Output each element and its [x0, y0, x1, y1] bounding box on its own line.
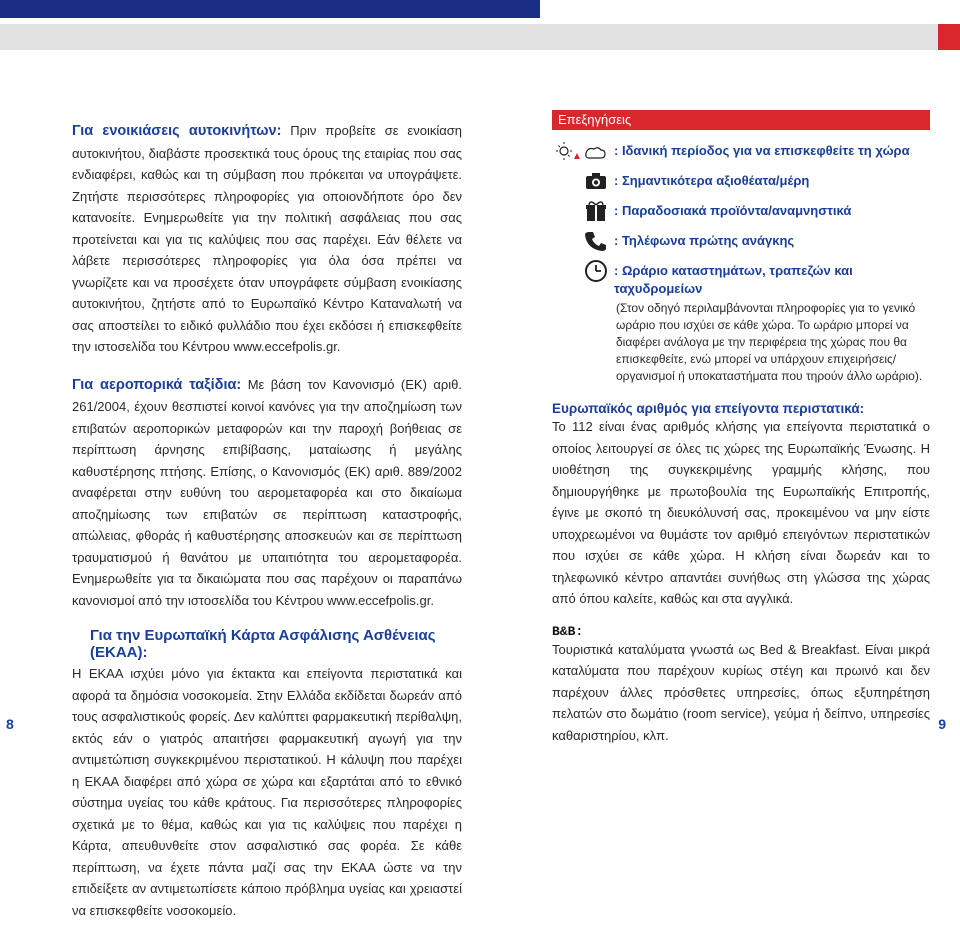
bnb-heading: B&B:: [552, 623, 584, 639]
legend-text-hours: : Ωράριο καταστημάτων, τραπεζών και ταχυδρομείων: [614, 263, 853, 296]
bnb-text: Τουριστικά καταλύματα γνωστά ως Bed & Breakfast. Είναι μικρά καταλύματα που παρέχουν κυρίως στέγη και πρωινό και δεν παρέχουν άλλες πρόσθετες υπηρεσίες, όπως εξυπηρέτηση πελατών στο δωμάτιο (room service), γεύμα ή δείπνο, υπηρεσίες καθαριστηρίου, κλπ.: [552, 641, 930, 743]
page-number-left: 8: [6, 716, 14, 732]
ekaa-section: [72, 627, 462, 921]
car-rental-text: Πριν προβείτε σε ενοικίαση αυτοκινήτου, διαβάστε προσεκτικά τους όρους της εταιρίας που σας ενδιαφέρει, καθώς και τη σύμβαση που πρόκειται να υπογράψετε. Ζητήστε περισσότερες πληροφορίες για οποιονδήποτε όρο δεν κατανοείτε. Ενημερωθείτε για την πολιτική ασφάλειας που σας προτείνεται και για τις καλύψεις που σας παρέχει. Εάν θέλετε να λάβετε περισσότερες πληροφορίες για όλα όσα πρέπει να γνωρίζετε και να προσέχετε όταν υπογράφετε σύμβαση ενοικίασης αυτοκινήτου, ζητήστε από το Ευρωπαϊκό Κέντρο Καταναλωτή να σας αποστείλει το ειδικό φυλλάδιο που έχει εκδόσει ή επισκεφθείτε την ιστοσελίδα του Κέντρου www.eccefpolis.gr.: [72, 123, 462, 354]
legend-text-season: : Ιδανική περίοδος για να επισκεφθείτε τη χώρα: [614, 143, 910, 158]
car-rental-paragraph: [72, 120, 462, 358]
weather-sun-cloud-icon: [556, 139, 608, 163]
clock-icon: [552, 258, 608, 284]
top-grey-bar: [0, 24, 960, 50]
legend-text-sights: : Σημαντικότερα αξιοθέατα/μέρη: [614, 173, 810, 188]
left-column: [72, 120, 462, 937]
right-column: [552, 110, 930, 746]
air-travel-text: Με βάση τον Κανονισμό (ΕΚ) αριθ. 261/2004, έχουν θεσπιστεί κοινοί κανόνες για την αποζημίωση των επιβατών αεροπορικών μεταφορών και την παροχή βοήθειας σε περίπτωση άρνησης επιβίβασης, ματαίωσης ή μεγάλης καθυστέρησης πτήσης. Επίσης, ο Κανονισμός (ΕΚ) αριθ. 889/2002 αναφέρεται στην ευθύνη του αερομεταφορέα και στο δικαίωμα αποζημίωσης των επιβατών σε περίπτωση καταστροφής, απώλειας, φθοράς ή καθυστέρησης αποσκευών και σε περίπτωση τραυματισμού ή θανάτου με υπαιτιότητα του αερομεταφορέα. Ενημερωθείτε για τα δικαιώματα που σας παρέχουν οι παραπάνω κανονισμοί από την ιστοσελίδα του Κέντρου www.eccefpolis.gr.: [72, 376, 462, 608]
top-red-accent: [938, 24, 960, 50]
air-travel-heading: Για αεροπορικά ταξίδια:: [72, 376, 242, 393]
explanations-tab: Επεξηγήσεις: [552, 110, 930, 130]
legend-item-sights: [552, 168, 930, 194]
car-rental-heading: Για ενοικιάσεις αυτοκινήτων:: [72, 123, 282, 139]
ekaa-heading: Για την Ευρωπαϊκή Κάρτα Ασφάλισης Ασθένειας (ΕΚΑΑ):: [90, 627, 436, 661]
phone-icon: [552, 228, 608, 254]
camera-icon: [552, 168, 608, 194]
ekaa-text: Η ΕΚΑΑ ισχύει μόνο για έκτακτα και επείγοντα περιστατικά και αφορά τα δημόσια νοσοκομεία. Στην Ελλάδα εκδίδεται δωρεάν από τους ασφαλιστικούς φορείς. Δεν καλύπτει φαρμακευτική περίθαλψη, εκτός εάν ο γιατρός απαιτήσει φαρμακευτική αγωγή για την αντιμετώπιση συγκεκριμένου περιστατικού. Η κάλυψη που παρέχει η ΕΚΑΑ διαφέρει από χώρα σε χώρα και εξαρτάται από το εθνικό σύστημα υγείας του κάθε κράτους. Για περισσότερες πληροφορίες σχετικά με το θέμα, καθώς και για τις καλύψεις που παρέχει η Κάρτα, απευθυνθείτε στον ασφαλιστικό σας φορέα. Σε κάθε περίπτωση, να έχετε πάντα μαζί σας την ΕΚΑΑ ώστε να την επιδείξετε αν αντιμετωπίσετε κάποιο πρόβλημα υγείας και χρειαστεί να επισκεφθείτε νοσοκομείο.: [72, 666, 462, 918]
legend-item-hours: [552, 258, 930, 298]
car-rental-section: [72, 120, 462, 358]
gift-icon: [552, 198, 608, 224]
legend-item-season: [552, 138, 930, 164]
top-blue-bar: [0, 0, 540, 18]
legend: [552, 138, 930, 385]
emergency-heading: Ευρωπαϊκός αριθμός για επείγοντα περιστατικά:: [552, 401, 865, 416]
air-travel-paragraph: [72, 374, 462, 612]
legend-text-phones: : Τηλέφωνα πρώτης ανάγκης: [614, 233, 795, 248]
air-travel-section: [72, 374, 462, 612]
weather-icons: [552, 138, 608, 164]
page-number-right: 9: [938, 716, 946, 732]
emergency-text: Το 112 είναι ένας αριθμός κλήσης για επείγοντα περιστατικά ο οποίος λειτουργεί σε όλες τις χώρες της Ευρωπαϊκής Ένωσης. Η υιοθέτηση της συγκεκριμένης γραμμής κλήσης, που δημιουργήθηκε με πρωτοβουλία της Ευρωπαϊκής Επιτροπής, έγινε με σκοπό τη διευκόλυνσή σας, προκειμένου να μην είστε υποχρεωμένοι να θυμάστε τον αριθμό επειγόντων περιστατικών που ισχύει σε κάθε χώρα. Η κλήση είναι δωρεάν και το τηλεφωνικό κέντρο απαντάει συνήθως στη γλώσσα της χώρας από όπου καλείτε, καθώς και στα αγγλικά.: [552, 419, 930, 606]
legend-text-products: : Παραδοσιακά προϊόντα/αναμνηστικά: [614, 203, 852, 218]
legend-item-phones: [552, 228, 930, 254]
hours-note: (Στον οδηγό περιλαμβάνονται πληροφορίες για το γενικό ωράριο που ισχύει σε κάθε χώρα. Το ωράριο μπορεί να διαφέρει ανάλογα με την περιφέρεια της χώρας που θα επισκεφθείτε, ενώ μπορεί να υπάρχουν επιχειρήσεις/οργανισμοί ή υποκαταστήματα που τηρούν άλλο ωράριο).: [616, 301, 923, 383]
legend-item-products: [552, 198, 930, 224]
